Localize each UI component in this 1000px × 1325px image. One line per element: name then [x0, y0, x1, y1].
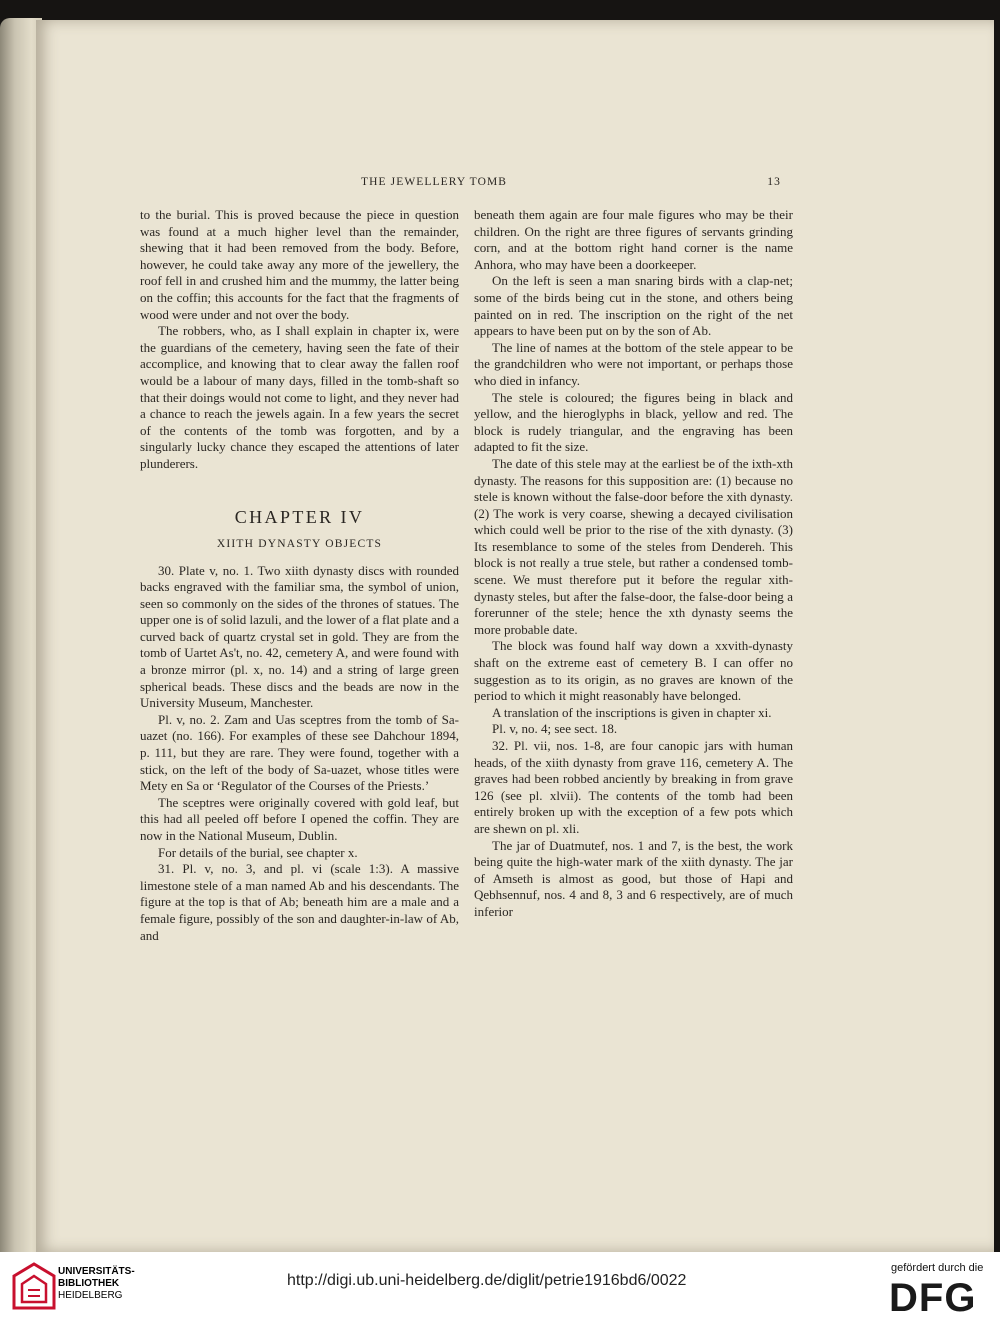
library-name: [58, 1266, 135, 1302]
paragraph: For details of the burial, see chapter x.: [158, 844, 358, 860]
funding-caption: gefördert durch die: [891, 1262, 984, 1274]
paragraph: beneath them again are four male figures who may be their children. On the right are three figures of servants grinding corn, and at the bottom right hand corner is the name Anhora, who may have been a doorkeeper.: [474, 207, 793, 272]
paragraph: 30. Plate v, no. 1. Two xiith dynasty discs with rounded backs engraved with the familiar sma, the symbol of union, seen so commonly on the sides of the thrones of statues. The upper one is of solid lazuli, and the lower of a flat plate and a curved back of quartz crystal set in gold. They are from the tomb of Uartet As't, no. 42, cemetery A, and were found with a bronze mirror (pl. x, no. 14) and a string of large green spherical beads. These discs and the beads are now in the University Museum, Manchester.: [140, 562, 459, 711]
paragraph: The line of names at the bottom of the stele appear to be the grandchildren who were not important, or perhaps those who died in infancy.: [474, 339, 793, 388]
right-column: [474, 207, 793, 921]
paragraph: The jar of Duatmutef, nos. 1 and 7, is the best, the work being quite the high-water mark of the xiith dynasty. The jar of Amseth is almost as good, but those of Hapi and Qebhsennuf, nos. 4 and 8, 3 and 6 respectively, are of much inferior: [474, 837, 793, 919]
paragraph: On the left is seen a man snaring birds with a clap-net; some of the birds being cut in the stone, and others being painted on in red. The inscription on the right of the net appears to have been put on by the son of Ab.: [474, 273, 793, 339]
paragraph: A translation of the inscriptions is given in chapter xi.: [492, 704, 772, 720]
chapter-heading: CHAPTER IV: [234, 506, 365, 527]
library-name-line: BIBLIOTHEK: [58, 1278, 120, 1289]
paragraph: to the burial. This is proved because the piece in question was found at a much higher level than the remainder, shewing that it had been removed from the body. Before, however, he could take away any more of the jewellery, the roof fell in and crushed him and the mummy, the latter being on the coffin; this accounts for the fact that the fragments of wood were under and not over the body.: [140, 207, 459, 322]
paragraph: 32. Pl. vii, nos. 1-8, are four canopic jars with human heads, of the xiith dynasty from grave 116, cemetery A. The graves had been robbed anciently by breaking in from grave 126 (see pl. xlvii). The contents of the tomb had been entirely broken up with the exception of a few pots which are shewn on pl. xli.: [474, 738, 793, 836]
paragraph: The sceptres were originally covered with gold leaf, but this had all peeled off before I opened the coffin. They are now in the National Museum, Dublin.: [140, 794, 459, 843]
permalink-url[interactable]: http://digi.ub.uni-heidelberg.de/diglit/petrie1916bd6/0022: [287, 1272, 687, 1289]
university-library-emblem-icon: [10, 1262, 58, 1316]
section-heading: XIITH DYNASTY OBJECTS: [216, 537, 383, 550]
running-head-title: THE JEWELLERY TOMB: [361, 176, 508, 188]
dfg-logo: DFG: [889, 1276, 977, 1320]
paragraph: The block was found half way down a xxvith-dynasty shaft on the extreme east of cemetery B. I can offer no suggestion as to its origin, as no graves are known of the period to which it might reasonably have belonged.: [474, 638, 793, 704]
running-head: [361, 176, 781, 194]
left-column: [140, 207, 459, 944]
paragraph: The stele is coloured; the figures being in black and yellow, and the hieroglyphs in black, yellow and red. The block is rudely triangular, and the engraving has been adapted to fit the size.: [474, 389, 793, 455]
page-number: 13: [767, 176, 781, 188]
paragraph: The robbers, who, as I shall explain in chapter ix, were the guardians of the cemetery, having seen the fate of their accomplice, and knowing that to clear away the fallen roof would be a labour of many days, filled in the tomb-shaft so that their doings would not come to light, and they never had a chance to reach the jewels again. In a few years the secret of the contents of the tomb was forgotten, and by a singularly lucky chance they escaped the attentions of later plunderers.: [140, 323, 459, 471]
library-name-line: UNIVERSITÄTS-: [58, 1266, 135, 1277]
paragraph: Pl. v, no. 2. Zam and Uas sceptres from the tomb of Sa-uazet (no. 166). For examples of these see Dahchour 1894, p. 111, but they are rare. They were found, together with a stick, on the left of the body of Sa-uazet, whose titles were Mety en Sa or ‘Regulator of the Courses of the Priests.’: [140, 711, 459, 794]
library-name-line: HEIDELBERG: [58, 1290, 123, 1301]
paragraph: Pl. v, no. 4; see sect. 18.: [492, 721, 618, 737]
viewer-footer: [0, 1252, 1000, 1325]
paragraph: The date of this stele may at the earliest be of the ixth-xth dynasty. The reasons for this supposition are: (1) because no stele is known without the false-door before the xith dynasty. (2) The work is very coarse, shewing a decayed civilisation which could well be prior to the rise of the xith dynasty. (3) Its resemblance to some of the steles from Dendereh. This block is not really a true stele, but rather a condensed tomb-scene. We must therefore put it before the regular xith-dynasty steles, but after the false-door, the false-door being a forerunner of the stele; hence the xth dynasty seems the more probable date.: [474, 455, 793, 637]
paragraph: 31. Pl. v, no. 3, and pl. vi (scale 1:3). A massive limestone stele of a man named Ab and his descendants. The figure at the top is that of Ab; beneath him are a male and a female figure, possibly of the son and daughter-in-law of Ab, and: [140, 861, 459, 943]
